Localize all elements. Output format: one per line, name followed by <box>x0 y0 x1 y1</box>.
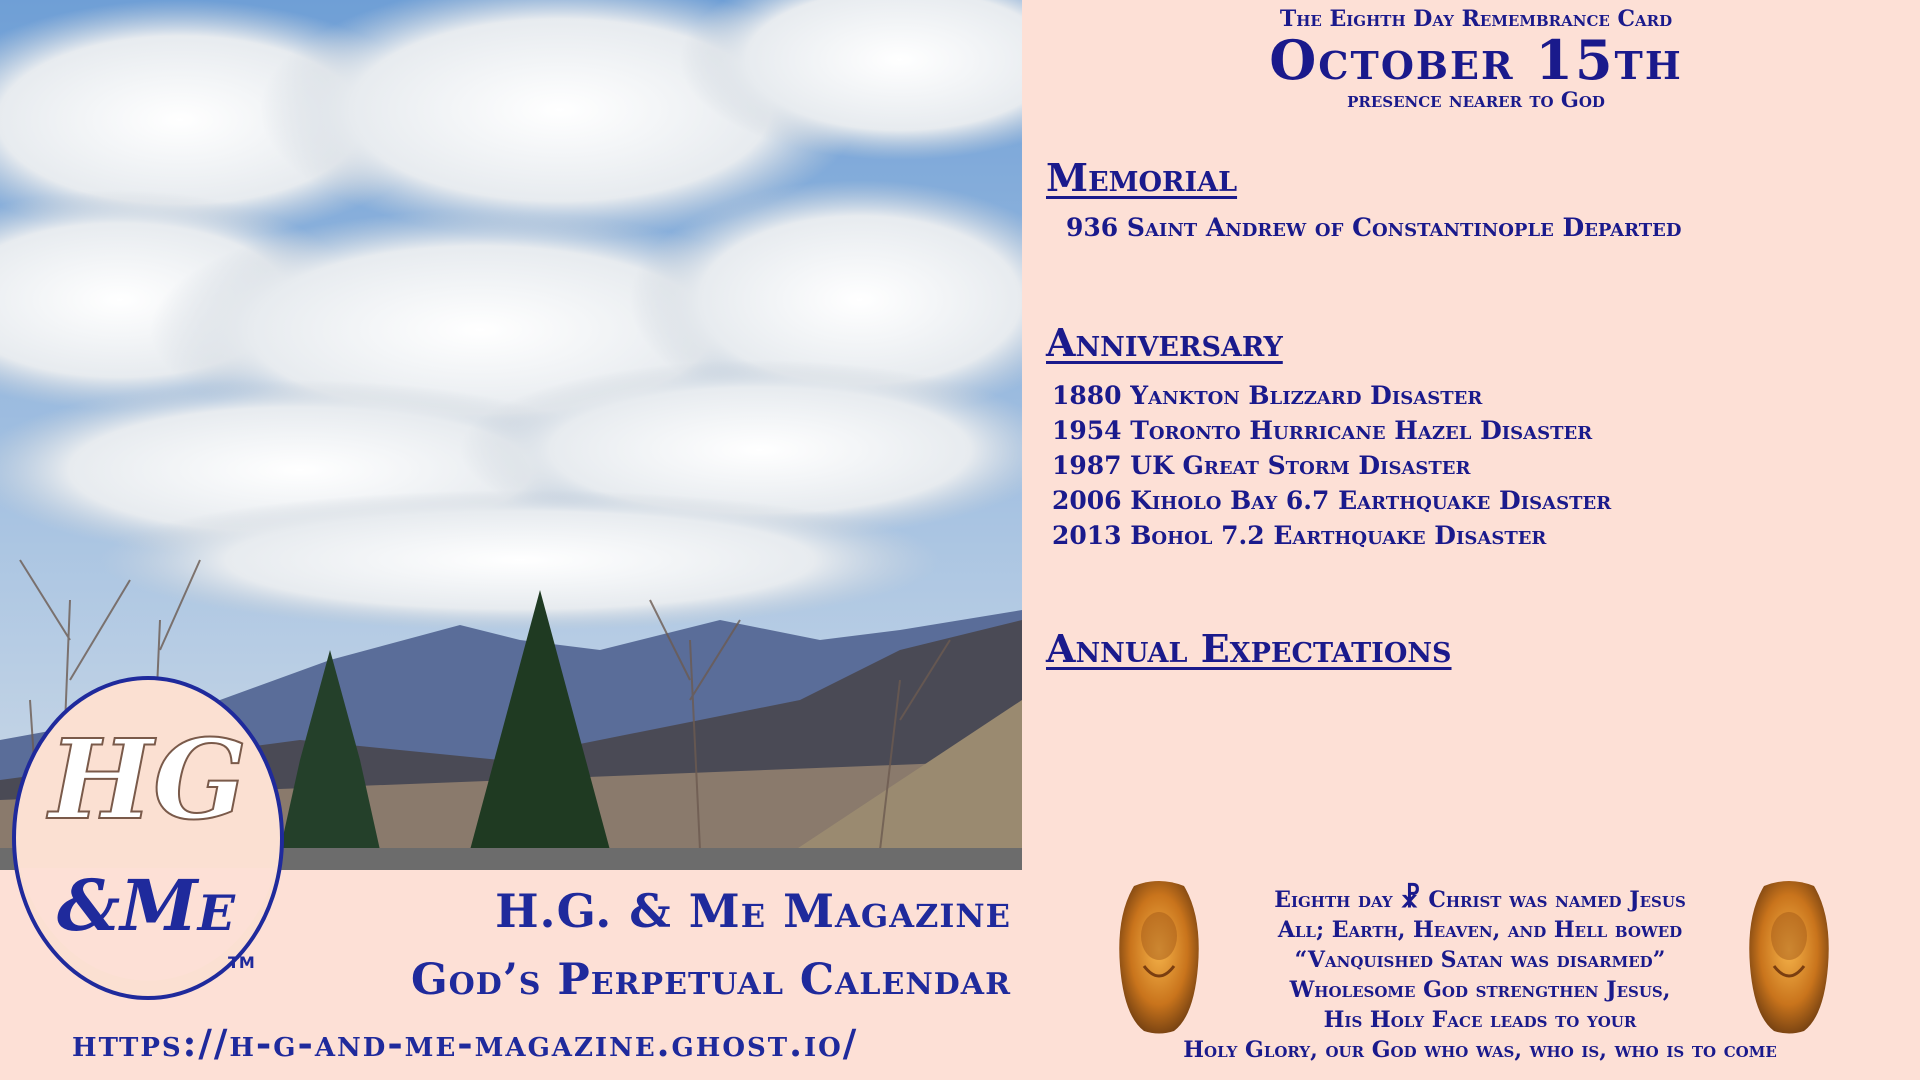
svg-text:TM: TM <box>228 953 255 972</box>
anniversary-entry: 1880 Yankton Blizzard Disaster <box>1052 381 1483 410</box>
annual-expectations-heading: Annual Expectations <box>1046 626 1452 671</box>
remembrance-poem <box>1100 884 1860 1065</box>
anniversary-list <box>1052 378 1611 553</box>
memorial-list <box>1066 210 1681 245</box>
anniversary-entry: 2013 Bohol 7.2 Earthquake Disaster <box>1052 521 1547 550</box>
anniversary-entry: 2006 Kiholo Bay 6.7 Earthquake Disaster <box>1052 486 1612 515</box>
poem-line-1-end: Christ was named Jesus <box>1428 887 1686 913</box>
poem-line-6: Holy Glory, our God who was, who is, who is to come <box>1183 1037 1777 1063</box>
magazine-url[interactable]: https://h-g-and-me-magazine.ghost.io/ <box>72 1021 859 1065</box>
anniversary-entry: 1987 UK Great Storm Disaster <box>1052 451 1471 480</box>
magazine-subtitle: God’s Perpetual Calendar <box>410 955 1011 1005</box>
card-kicker: The Eighth Day Remembrance Card <box>1279 6 1673 32</box>
svg-text:HG: HG <box>49 715 247 844</box>
memorial-entry: 936 Saint Andrew of Constantinople Departed <box>1066 213 1682 242</box>
card-tagline: presence nearer to God <box>1347 87 1605 112</box>
poem-line-3: “Vanquished Satan was disarmed” <box>1294 947 1666 973</box>
card-date: October 15th <box>1269 28 1683 92</box>
poem-line-4: Wholesome God strengthen Jesus, <box>1289 977 1671 1003</box>
poem-line-1 <box>1100 884 1860 915</box>
anniversary-heading: Anniversary <box>1046 320 1283 365</box>
memorial-heading: Memorial <box>1046 155 1238 200</box>
hg-and-me-logo-icon <box>6 668 290 1004</box>
poem-line-1-start: Eighth day <box>1274 887 1393 913</box>
chi-rho-icon: ☧ <box>1400 884 1421 914</box>
anniversary-entry: 1954 Toronto Hurricane Hazel Disaster <box>1052 416 1593 445</box>
svg-text:&Me: &Me <box>56 864 236 947</box>
hg-and-me-logo <box>6 668 290 1004</box>
magazine-title: H.G. & Me Magazine <box>495 884 1011 938</box>
poem-line-2: All; Earth, Heaven, and Hell bowed <box>1277 917 1683 943</box>
poem-line-5: His Holy Face leads to your <box>1323 1007 1637 1033</box>
